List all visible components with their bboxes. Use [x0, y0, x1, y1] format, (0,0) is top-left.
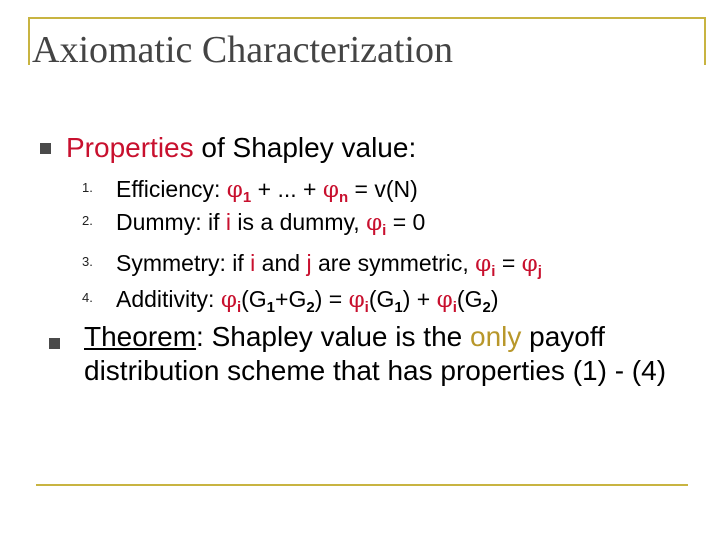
- property-text: +G: [275, 286, 307, 312]
- properties-label: Properties: [66, 132, 194, 163]
- phi-symbol: φ: [475, 251, 492, 277]
- properties-heading-rest: of Shapley value:: [193, 132, 417, 163]
- variable: i: [225, 209, 232, 235]
- property-number: 1.: [82, 180, 93, 195]
- property-text: (G: [368, 286, 395, 312]
- bullet-square-icon: [49, 338, 60, 349]
- phi-symbol: φ: [436, 287, 453, 313]
- title-frame-top: [28, 17, 706, 19]
- phi-symbol: φ: [366, 210, 383, 236]
- bottom-rule: [36, 484, 688, 486]
- subscript: 2: [306, 299, 315, 316]
- property-text: is a dummy,: [231, 209, 367, 235]
- property-text: ) =: [314, 286, 349, 312]
- property-number: 4.: [82, 290, 93, 305]
- property-number: 2.: [82, 213, 93, 228]
- slide-title: Axiomatic Characterization: [32, 29, 453, 71]
- phi-symbol: φ: [521, 251, 538, 277]
- property-dummy: [116, 208, 425, 245]
- property-efficiency: [116, 175, 418, 212]
- properties-heading: [66, 131, 416, 165]
- title-frame-left: [28, 17, 30, 65]
- property-text: =: [495, 250, 522, 276]
- phi-symbol: φ: [220, 287, 237, 313]
- phi-symbol: φ: [226, 177, 243, 203]
- theorem-label: Theorem: [84, 321, 197, 352]
- property-text: ) +: [402, 286, 437, 312]
- property-symmetry: [116, 249, 542, 286]
- theorem-highlight: only: [470, 321, 522, 352]
- property-text: Symmetry: if: [116, 250, 251, 276]
- property-text: = v(N): [348, 176, 418, 202]
- title-frame-right: [704, 17, 706, 65]
- property-text: = 0: [386, 209, 426, 235]
- phi-symbol: φ: [348, 287, 365, 313]
- subscript: i: [491, 263, 496, 280]
- subscript: i: [236, 299, 242, 316]
- subscript: j: [537, 263, 542, 280]
- property-text: Efficiency:: [116, 176, 227, 202]
- theorem-statement: [84, 320, 684, 388]
- subscript: n: [338, 189, 349, 206]
- property-text: Dummy: if: [116, 209, 226, 235]
- variable: j: [306, 250, 312, 276]
- variable: i: [250, 250, 256, 276]
- subscript: 1: [242, 189, 252, 206]
- subscript: i: [452, 299, 457, 316]
- bullet-square-icon: [40, 143, 51, 154]
- property-text: + ... +: [251, 176, 323, 202]
- theorem-text: : Shapley value is the: [196, 321, 470, 352]
- subscript: 2: [482, 299, 491, 316]
- property-additivity: [116, 285, 498, 322]
- property-text: Additivity:: [116, 286, 221, 312]
- subscript: 1: [394, 299, 403, 316]
- property-text: (G: [241, 286, 267, 312]
- phi-symbol: φ: [322, 177, 339, 203]
- property-text: and: [255, 250, 307, 276]
- property-text: (G: [456, 286, 483, 312]
- property-number: 3.: [82, 254, 93, 269]
- property-text: are symmetric,: [311, 250, 476, 276]
- subscript: i: [364, 299, 369, 316]
- subscript: 1: [266, 299, 276, 316]
- theorem-text: payoff distribution scheme that has properties (1) - (4): [84, 321, 667, 386]
- property-text: ): [490, 286, 499, 312]
- subscript: i: [382, 222, 387, 239]
